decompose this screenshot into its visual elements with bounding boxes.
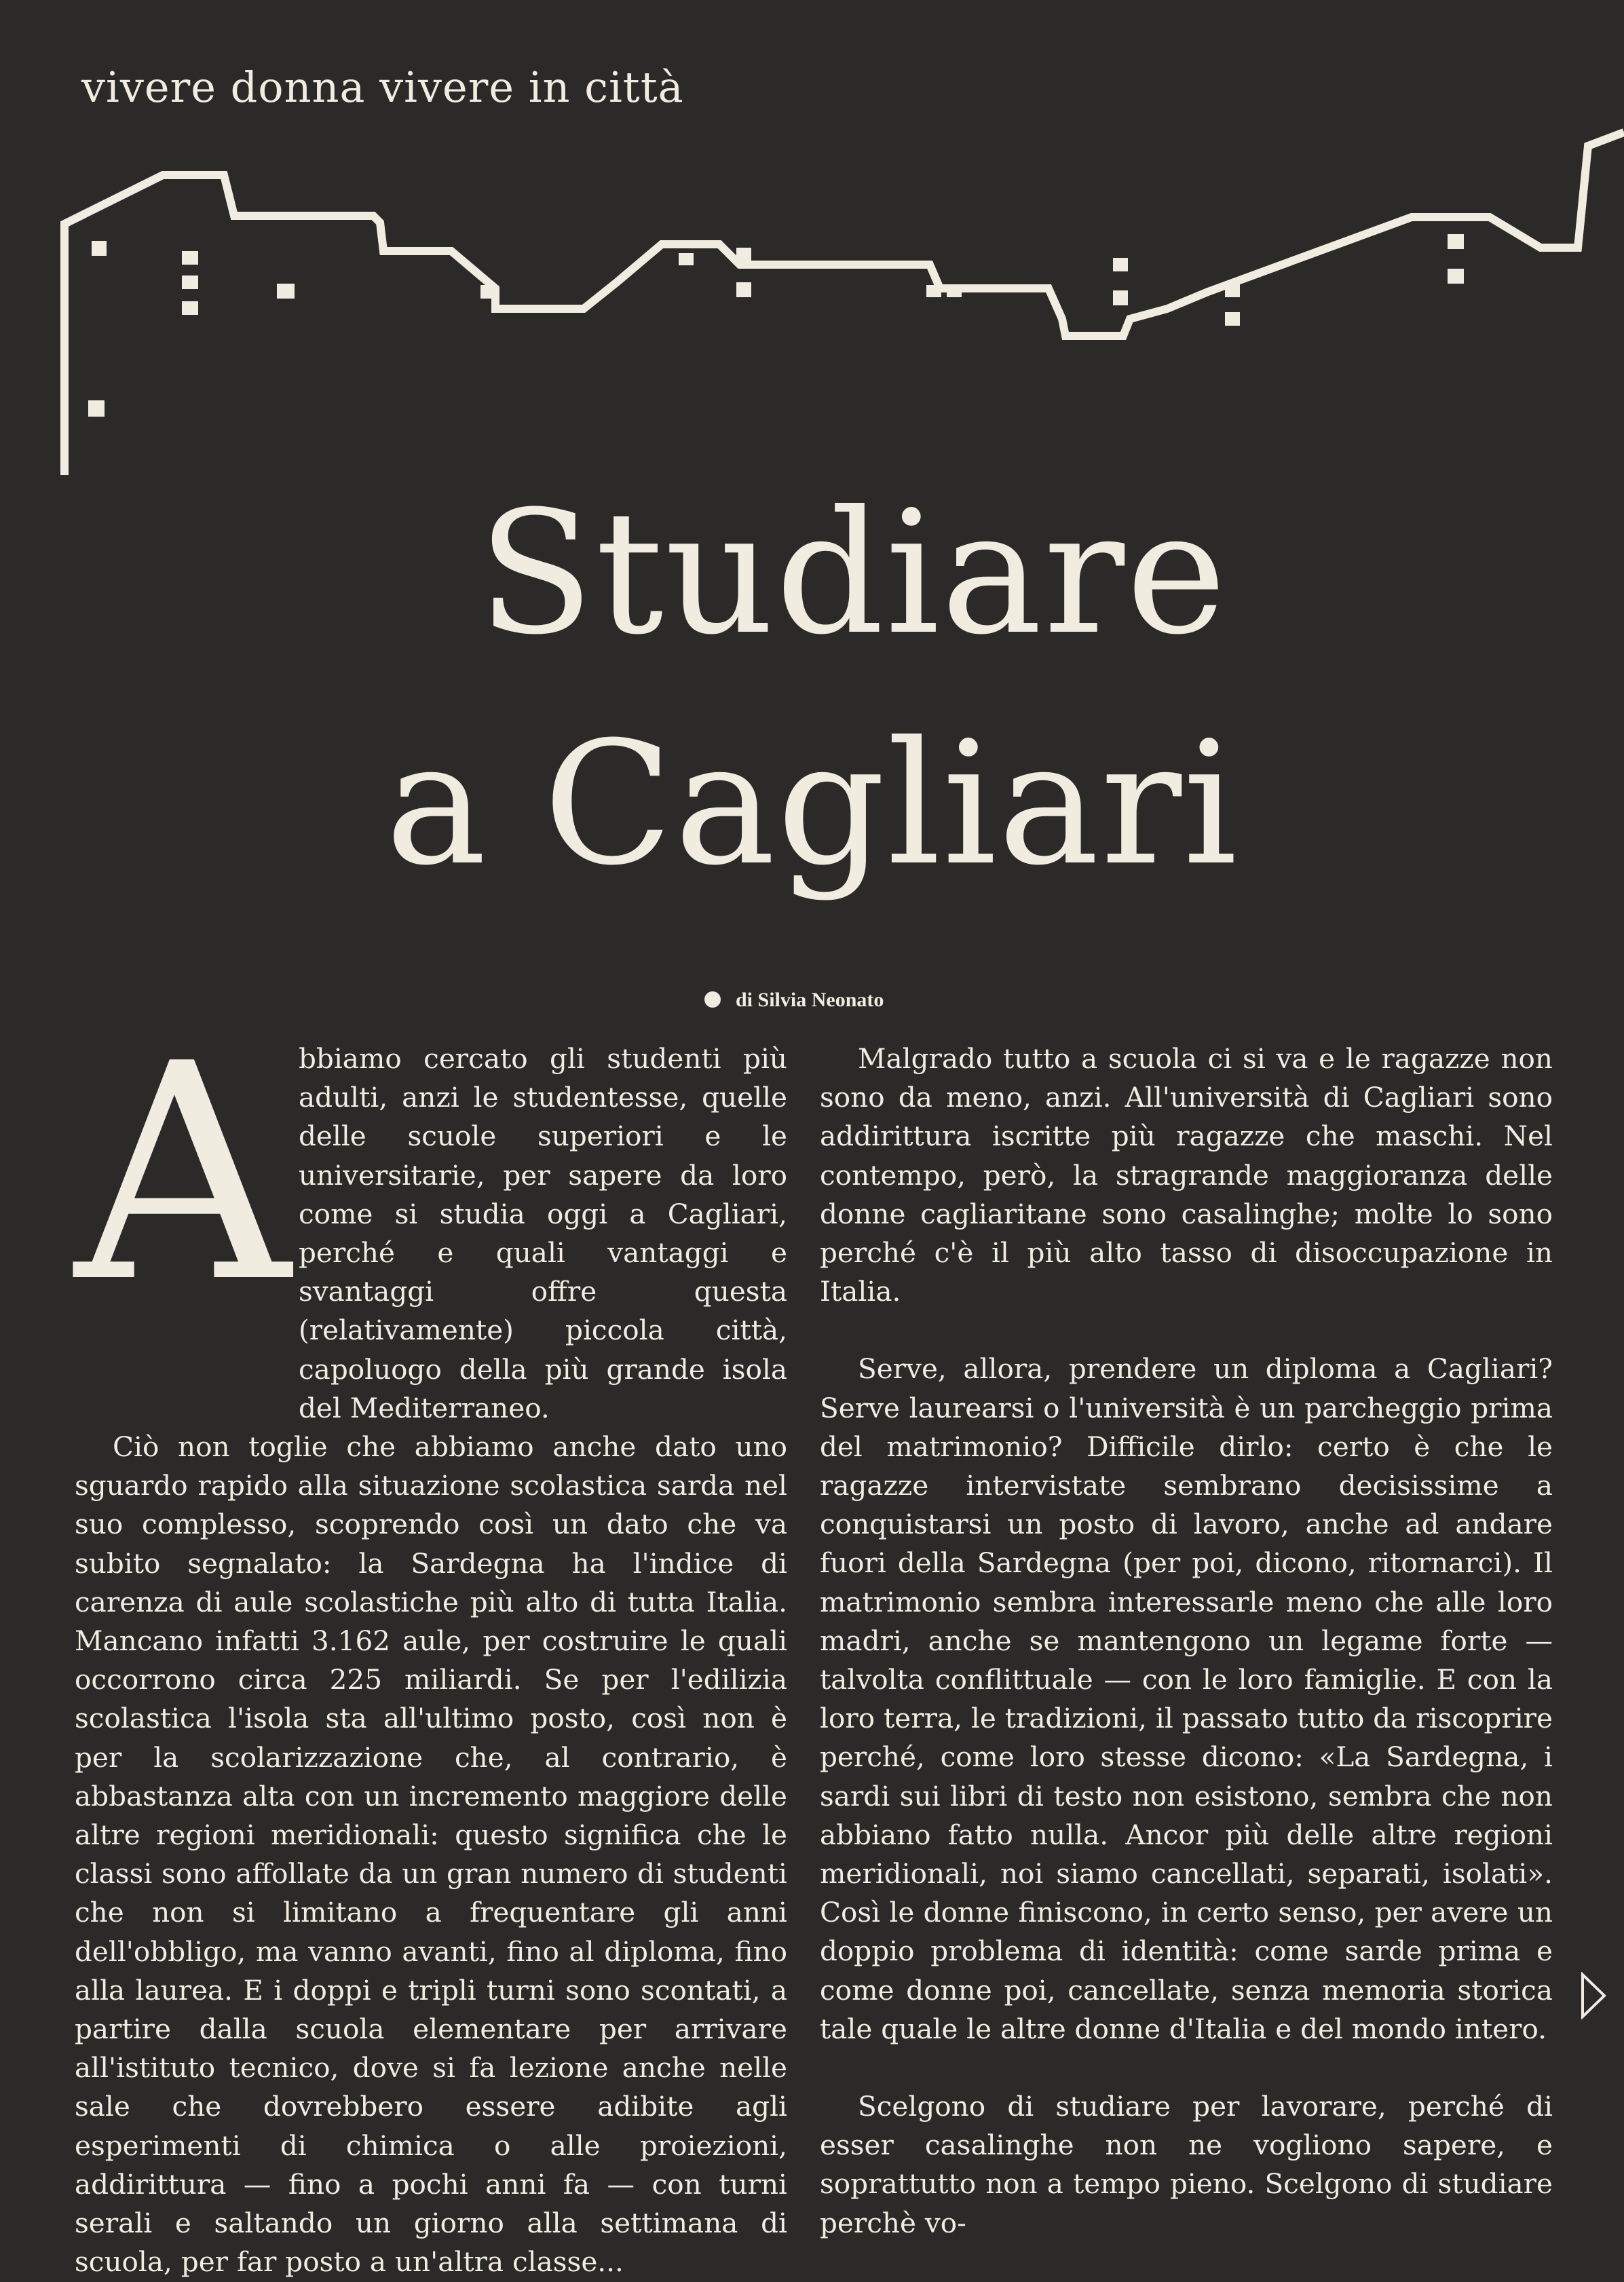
byline bbox=[704, 989, 884, 1012]
intro-paragraph: bbiamo cercato gli studenti più adulti, anzi le studentesse, quelle delle scuole superiori e le universitarie, per sapere da loro come si studia oggi a Cagliari, perché e quali vantaggi e svantaggi offre questa (relativamente) piccola città, capoluogo della più grande isola del Mediterraneo. bbox=[299, 1042, 787, 1424]
city-skyline-illustration bbox=[0, 0, 1624, 489]
article-column-right bbox=[820, 1040, 1553, 2243]
body-paragraph: Malgrado tutto a scuola ci si va e le ragazze non sono da meno, anzi. All'università di Cagliari sono addirittura iscritte più ragazze che maschi. Nel contempo, però, la stragrande maggioranza delle donne cagliaritane sono casalinghe; molte lo sono perché c'è il più alto tasso di disoccupazione in Italia. bbox=[820, 1042, 1553, 1308]
next-page-arrow-icon bbox=[1580, 1972, 1607, 2019]
author-name: di Silvia Neonato bbox=[736, 989, 884, 1011]
skyline-outline bbox=[64, 132, 1624, 475]
article-column-left bbox=[75, 1040, 787, 2282]
body-paragraph: Ciò non toglie che abbiamo anche dato uno sguardo rapido alla situazione scolastica sarda nel suo complesso, scoprendo così un dato che va subito segnalato: la Sardegna ha l'indice di carenza di aule scolastiche più alto di tutta Italia. Mancano infatti 3.162 aule, per costruire le quali occorrono circa 225 miliardi. Se per l'edilizia scolastica l'isola sta all'ultimo posto, così non è per la scolarizzazione che, al contrario, è abbastanza alta con un incremento maggiore delle altre regioni meridionali: questo significa che le classi sono affollate da un gran numero di studenti che non si limitano a frequentare gli anni dell'obbligo, ma vanno avanti, fino al diploma, fino alla laurea. E i doppi e tripli turni sono scontati, a partire dalla scuola elementare per arrivare all'istituto tecnico, dove si fa lezione anche nelle sale che dovrebbero essere adibite agli esperimenti di chimica o alle proiezioni, addirittura — fino a pochi anni fa — con turni serali e saltando un giorno alla settimana di scuola, per far posto a un'altra classe... bbox=[75, 1430, 787, 2279]
headline-line-2: a Cagliari bbox=[385, 705, 1239, 902]
section-kicker: vivere donna vivere in città bbox=[81, 62, 684, 112]
bullet-icon bbox=[704, 991, 721, 1008]
headline-line-1: Studiare bbox=[477, 474, 1228, 672]
body-paragraph: Serve, allora, prendere un diploma a Cagliari? Serve laurearsi o l'università è un parcheggio prima del matrimonio? Difficile dirlo: certo è che le ragazze intervistate sembrano decisissime a conquistarsi un posto di lavoro, anche ad andare fuori della Sardegna (per poi, dicono, ritornarci). Il matrimonio sembra interessarle meno che alle loro madri, anche se mantengono un legame forte — talvolta conflittuale — con le loro famiglie. E con la loro terra, le tradizioni, il passato tutto da riscoprire perché, come loro stesse dicono: «La Sardegna, i sardi sui libri di testo non esistono, sembra che non abbiano fatto nulla. Ancor più delle altre regioni meridionali, noi siamo cancellati, separati, isolati». Così le donne finiscono, in certo senso, per avere un doppio problema di identità: come sarde prima e come donne poi, cancellate, senza memoria storica tale quale le altre donne d'Italia e del mondo intero. bbox=[820, 1352, 1553, 2045]
body-paragraph: Scelgono di studiare per lavorare, perché di esser casalinghe non ne vogliono sapere, e soprattutto non a tempo pieno. Scelgono di studiare perchè vo- bbox=[820, 2090, 1553, 2239]
drop-cap: A bbox=[75, 1000, 290, 1348]
